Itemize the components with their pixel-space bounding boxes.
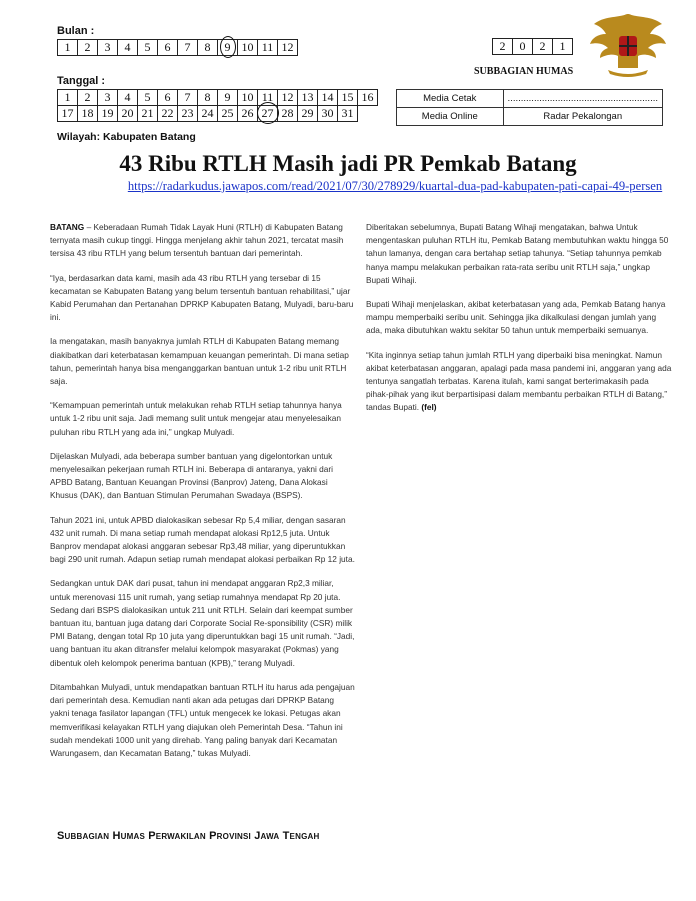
bulan-value: 4 <box>124 40 131 54</box>
bulan-label: Bulan : <box>57 25 95 37</box>
tanggal-value: 25 <box>221 106 234 120</box>
paragraph: Diberitakan sebelumnya, Bupati Batang Wihaji mengatakan, bahwa Untuk mengentaskan puluhan RTLH itu, Pemkab Batang membutuhkan waktu hingga 50 tahun lamanya, dengan cara bertahap setiap tahunya. “Setiap tahunnya pemkab hanya mampu melakukan perbaikan rata-rata seribu unit RTLH saja,” ungkap Bupati Wihaji. <box>366 222 669 285</box>
bulan-value: 3 <box>104 40 111 54</box>
tanggal-value: 24 <box>201 106 214 120</box>
org-name: SUBBAGIAN HUMAS <box>474 66 574 77</box>
tanggal-value: 27 <box>261 106 274 120</box>
tanggal-cell <box>98 90 118 106</box>
bulan-value: 1 <box>64 40 71 54</box>
tanggal-grid <box>57 89 378 122</box>
tanggal-value: 21 <box>141 106 154 120</box>
year-cell <box>533 39 553 55</box>
tanggal-cell <box>58 90 78 106</box>
tanggal-cell <box>158 106 178 122</box>
bulan-cell <box>278 40 298 56</box>
paragraph: Tahun 2021 ini, untuk APBD dialokasikan sebesar Rp 5,4 miliar, dengan sasaran 432 unit rumah. Di mana setiap rumah mendapat alokasi Rp12,5 juta. Untuk Banprov mendapat alokasi anggaran sebesar Rp3,48 miliar, yang diperuntukkan bagi 290 unit rumah. Adapun setiap rumah mendapat alokasi perbaikan Rp 12 juta. <box>50 514 355 565</box>
tanggal-cell <box>158 90 178 106</box>
year-cell <box>513 39 533 55</box>
tanggal-value: 26 <box>241 106 254 120</box>
tanggal-value: 19 <box>101 106 114 120</box>
tanggal-cell <box>118 106 138 122</box>
wilayah: Wilayah: Kabupaten Batang <box>57 131 196 143</box>
media-online-value: Radar Pekalongan <box>503 108 662 126</box>
tanggal-value: 23 <box>181 106 194 120</box>
bulan-cell <box>118 40 138 56</box>
bulan-cell <box>78 40 98 56</box>
tanggal-value: 17 <box>61 106 74 120</box>
tanggal-value: 3 <box>104 90 111 104</box>
tanggal-cell <box>198 90 218 106</box>
year-grid <box>492 38 573 55</box>
tanggal-cell <box>238 106 258 122</box>
year-value: 0 <box>519 39 526 53</box>
bulan-cell <box>58 40 78 56</box>
bulan-value: 6 <box>164 40 171 54</box>
tanggal-cell <box>178 106 198 122</box>
tanggal-label: Tanggal : <box>57 75 106 87</box>
tanggal-cell <box>218 106 238 122</box>
tanggal-value: 9 <box>224 90 231 104</box>
dateline: BATANG <box>50 222 85 232</box>
bulan-value: 11 <box>261 40 274 54</box>
tanggal-value: 5 <box>144 90 151 104</box>
bulan-cell <box>138 40 158 56</box>
tanggal-value: 20 <box>121 106 134 120</box>
tanggal-cell <box>98 106 118 122</box>
tanggal-cell <box>78 106 98 122</box>
tanggal-cell <box>238 90 258 106</box>
media-table <box>396 89 663 126</box>
tanggal-cell <box>278 90 298 106</box>
article-column-left <box>50 221 355 771</box>
tanggal-value: 15 <box>341 90 354 104</box>
bulan-value: 7 <box>184 40 191 54</box>
footer-text: Subbagian Humas Perwakilan Provinsi Jawa Tengah <box>57 830 320 842</box>
year-cell <box>493 39 513 55</box>
tanggal-value: 22 <box>161 106 174 120</box>
tanggal-cell <box>198 106 218 122</box>
tanggal-cell <box>78 90 98 106</box>
tanggal-value: 29 <box>301 106 314 120</box>
tanggal-cell <box>138 90 158 106</box>
year-value: 2 <box>539 39 546 53</box>
paragraph: “Kemampuan pemerintah untuk melakukan rehab RTLH setiap tahunnya hanya untuk 1-2 ribu unit saja. Jadi memang sulit untuk mengejar atau menyelesaikan puluhan ribu RTLH yang ada ini,” ungkap Mulyadi. <box>50 400 342 437</box>
tanggal-value: 10 <box>241 90 254 104</box>
tanggal-cell <box>298 106 318 122</box>
tanggal-cell <box>338 106 358 122</box>
bulan-cell <box>98 40 118 56</box>
paragraph: BATANG – Keberadaan Rumah Tidak Layak Huni (RTLH) di Kabupaten Batang ternyata masih cukup tinggi. Hingga menjelang akhir tahun 2021, tercatat masih tersisa 43 ribu RTLH yang belum tersentuh bantuan dari pemerintah. <box>50 222 344 259</box>
article-url[interactable]: https://radarkudus.jawapos.com/read/2021/07/30/278929/kuartal-dua-pad-kabupaten-pati-capai-49-persen <box>127 179 663 193</box>
article-title: 43 Ribu RTLH Masih jadi PR Pemkab Batang <box>119 151 577 176</box>
tanggal-value: 16 <box>361 90 374 104</box>
tanggal-cell <box>258 106 278 122</box>
bulan-cell <box>258 40 278 56</box>
tanggal-cell <box>318 106 338 122</box>
year-value: 2 <box>499 39 506 53</box>
tanggal-cell <box>338 90 358 106</box>
year-value: 1 <box>559 39 566 53</box>
paragraph: “Iya, berdasarkan data kami, masih ada 43 ribu RTLH yang tersebar di 15 kecamatan se Kabupaten Batang yang belum tersentuh bantuan rehabilitasi,” ujar Kabid Perumahan dan Pertanahan DPRKP Kabupaten Batang, Mulyadi, baru-baru ini. <box>50 272 354 323</box>
tanggal-value: 30 <box>321 106 334 120</box>
bulan-value: 8 <box>204 40 211 54</box>
tanggal-cell <box>218 90 238 106</box>
tanggal-value: 8 <box>204 90 211 104</box>
media-cetak-label: Media Cetak <box>397 90 504 108</box>
tanggal-value: 14 <box>321 90 334 104</box>
tanggal-value: 11 <box>261 90 274 104</box>
bulan-cell <box>198 40 218 56</box>
tanggal-value: 13 <box>301 90 314 104</box>
garuda-emblem-icon <box>586 8 670 80</box>
tanggal-cell <box>118 90 138 106</box>
bulan-cell <box>238 40 258 56</box>
tanggal-value: 31 <box>341 106 354 120</box>
signoff: (fel) <box>421 402 437 413</box>
article-column-right <box>366 221 672 426</box>
tanggal-cell <box>138 106 158 122</box>
paragraph: Dijelaskan Mulyadi, ada beberapa sumber bantuan yang digelontorkan untuk menyelesaikan pekerjaan rumah RTLH ini. Beberapa di antaranya, yakni dari APBD Batang, Bantuan Keuangan Provinsi (Banprov) Jateng, Dana Alokasi Khusus (DAK), dan Bantuan Stimulan Perumahan Swadaya (BSPS). <box>50 450 334 501</box>
bulan-grid <box>57 39 298 56</box>
tanggal-value: 12 <box>281 90 294 104</box>
paragraph: Bupati Wihaji menjelaskan, akibat keterbatasan yang ada, Pemkab Batang hanya mampu memperbaiki seribu unit. Sehingga jika dikalkulasi dengan jumlah yang ada, maka dibutuhkan waktu sekitar 50 tahun untuk memperbaiki semuanya. <box>366 299 666 336</box>
bulan-cell <box>218 40 238 56</box>
tanggal-value: 2 <box>84 90 91 104</box>
tanggal-cell <box>58 106 78 122</box>
tanggal-value: 1 <box>64 90 71 104</box>
media-cetak-value: ......................................................... <box>503 90 662 108</box>
tanggal-value: 4 <box>124 90 131 104</box>
bulan-cell <box>178 40 198 56</box>
bulan-value: 2 <box>84 40 91 54</box>
tanggal-value: 7 <box>184 90 191 104</box>
paragraph: Sedangkan untuk DAK dari pusat, tahun ini mendapat anggaran Rp2,3 miliar, untuk merenovasi 115 unit rumah, yang setiap rumahnya mendapat Rp 20 juta. Sedang dari BSPS dialokasikan untuk 211 unit RTLH. Selain dari keempat sumber bantuan itu, bantuan juga datang dari Corporate Social Re-sponsibility (CSR) milik PMI Batang, dengan total Rp 10 juta yang diperuntukkan bagi 15 unit rumah. “Jadi, uang bantuan itu akan ditransfer melalui kelompok masyarakat (Pokmas) yang dibentuk oleh kelompok penerima bantuan (KPB),” terang Mulyadi. <box>50 578 355 668</box>
tanggal-cell <box>298 90 318 106</box>
bulan-value: 9 <box>224 40 231 54</box>
bulan-cell <box>158 40 178 56</box>
tanggal-cell <box>358 90 378 106</box>
year-cell <box>553 39 573 55</box>
tanggal-cell <box>178 90 198 106</box>
paragraph: Ditambahkan Mulyadi, untuk mendapatkan bantuan RTLH itu harus ada pengajuan dari pemerintah desa. Kemudian nanti akan ada petugas dari DPRKP Batang yakni tenaga fasilator lapangan (TFL) untuk mengecek ke lokasi. Petugas akan memverifikasi kelayakan RTLH yang diajukan oleh Pemerintah Desa. “Tahun ini sudah mendekati 1000 unit yang direhab. Yang paling banyak dari Kecamatan Warungasem, dan Kecamatan Batang,” tukas Mulyadi. <box>50 681 355 758</box>
tanggal-cell <box>318 90 338 106</box>
paragraph: “Kita inginnya setiap tahun jumlah RTLH yang diperbaiki bisa meningkat. Namun akibat keterbatasan anggaran, apalagi pada masa pandemi ini, anggaran yang ada tentunya sangatlah terbatas. Karena itulah, kami sangat berterimakasih pada pihak-pihak yang ikut berpartisipasi dalam membantu perbaikan RTLH di Batang,” tandas Bupati. (fel) <box>366 349 672 413</box>
bulan-value: 10 <box>241 40 254 54</box>
tanggal-value: 28 <box>281 106 294 120</box>
paragraph: Ia mengatakan, masih banyaknya jumlah RTLH di Kabupaten Batang memang diakibatkan dari keterbatasan kemampuan keuangan pemerintah. Di mana setiap tahun, pemerintah hanya bisa menganggarkan bantuan untuk 1-2 ribu unit RTLH saja. <box>50 336 349 387</box>
tanggal-value: 18 <box>81 106 94 120</box>
bulan-value: 5 <box>144 40 151 54</box>
tanggal-value: 6 <box>164 90 171 104</box>
tanggal-cell <box>278 106 298 122</box>
bulan-value: 12 <box>281 40 294 54</box>
media-online-label: Media Online <box>397 108 504 126</box>
